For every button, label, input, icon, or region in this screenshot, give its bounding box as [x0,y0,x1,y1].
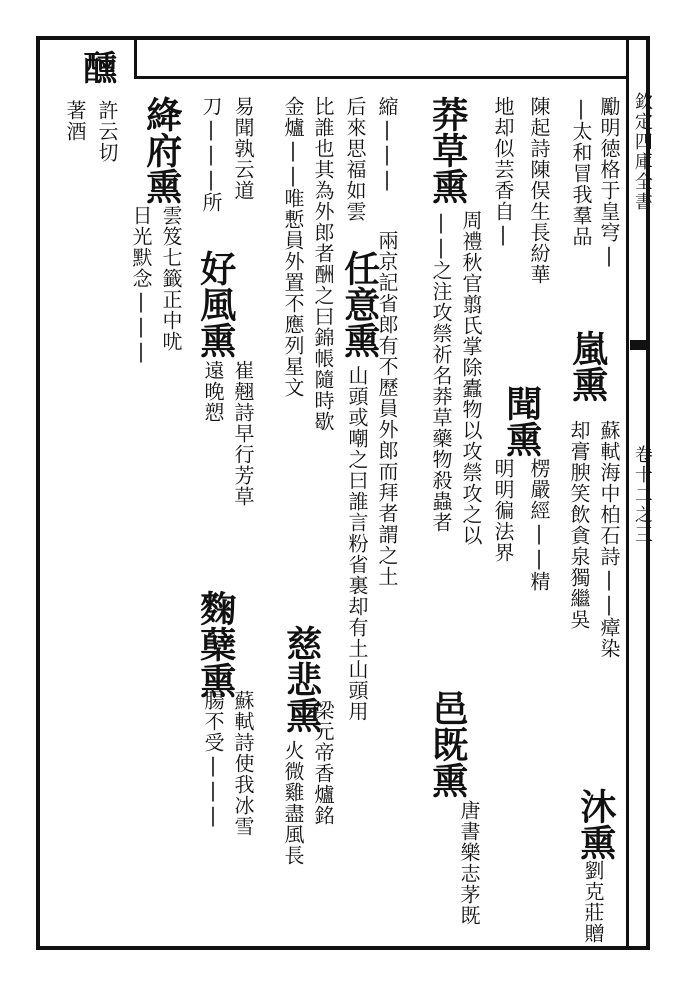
text-column: 明明徧法界 [491,458,515,563]
text-column: 遠晚愬 [201,360,225,423]
text-column: |太和冒我羣品 [569,96,593,247]
text-column: 勵明徳格于皇穹| [597,96,621,268]
header-divider-line [134,40,137,79]
text-column: ||之注攻禜祈名莽草藥物殺蟲者 [429,210,453,533]
text-column: 山頭或嘲之曰誰言粉省裏却有土山頭用 [345,365,369,722]
text-column: 周禮秋官翦氏掌除蠹物以攻禜攻之以 [459,210,483,546]
text-column: 許云切 [95,100,119,163]
text-column: 地却似芸香自| [491,96,515,247]
text-column: 梁元帝香爐銘 [311,700,335,826]
text-column: 后來思福如雲 [343,96,367,222]
text-column: 蘇軾詩使我冰雪 [231,690,255,837]
header-line [134,76,628,79]
text-column: 比誰也其為外郎者酬之曰錦帳隨時歇 [311,96,335,432]
margin-volume: 卷十二之三 [631,445,653,545]
text-column: 雲笈七籤正中㕱 [159,205,183,352]
text-column: 楞嚴經||精 [527,458,551,592]
text-column: 蘇軾海中柏石詩||瘴染 [597,420,621,659]
text-column: 腸不受||| [201,690,225,828]
entry-heading: 沐熏 [574,788,617,860]
entry-heading: 慈悲熏 [280,625,323,733]
text-column: 兩京記省郎有不歷員外郎而拜者謂之土 [375,230,399,587]
entry-heading: 聞熏 [500,385,543,457]
right-inner-line [626,40,629,950]
entry-heading: 任意熏 [338,250,381,358]
text-column: 劉克莊贈 [581,860,605,944]
fish-tail-mark [630,340,648,350]
text-column: 易聞孰云道 [231,96,255,201]
text-column: 陳起詩陳俣生長紛華 [527,96,551,285]
entry-heading-main: 醺 [76,50,117,84]
text-column: 著酒 [63,100,87,142]
text-column: 日光默念||| [129,205,153,364]
text-column: 却膏腴笑飲貪泉獨繼吳 [567,420,591,630]
entry-heading: 嵐熏 [566,330,609,402]
entry-heading: 邑既熏 [426,690,469,798]
entry-heading: 絳府熏 [140,96,183,204]
entry-heading: 好風熏 [194,250,237,358]
entry-heading: 麴蘖熏 [194,590,237,698]
entry-heading: 莽草熏 [426,96,469,204]
text-column: 金爐||唯慙員外置不應列星文 [281,96,305,398]
text-column: 刀|||所 [199,96,223,213]
text-column: 崔翹詩早行芳草 [231,360,255,507]
text-column: 火微雞盡風長 [281,740,305,866]
margin-title: 欽定四庫全書 [631,92,653,212]
text-column: 唐書樂志茅既 [457,800,481,926]
text-column: 縮||| [375,96,399,192]
